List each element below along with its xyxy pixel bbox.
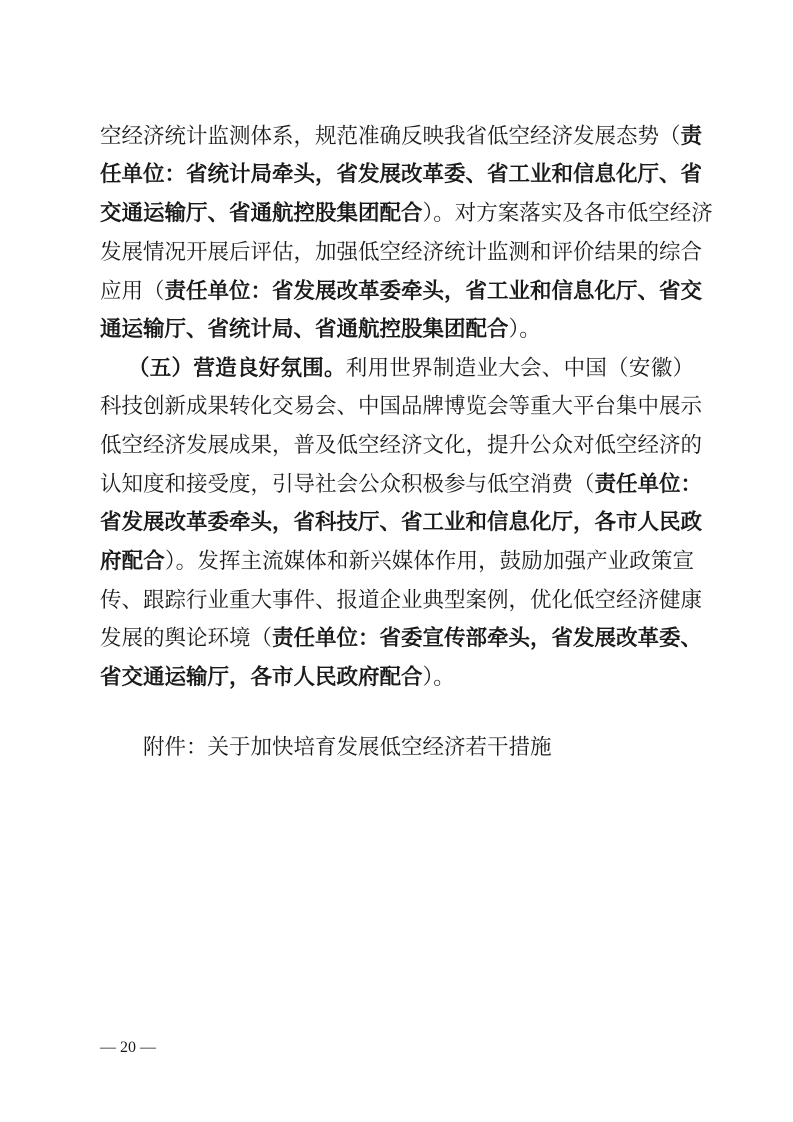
paragraph-2-line-5 — [100, 510, 703, 535]
body-text: 应用（ — [100, 279, 165, 304]
body-text: ）。 — [422, 665, 455, 690]
responsibility-text: 责任单位：省委宣传部牵头，省发展改革委、 — [272, 626, 703, 651]
paragraph-2-line-2 — [100, 394, 703, 419]
body-text: 传、跟踪行业重大事件、报道企业典型案例，优化低空经济健康 — [100, 588, 703, 613]
body-text: 发展的舆论环境（ — [100, 626, 273, 651]
body-text: ）。 — [508, 317, 541, 342]
paragraph-2-line-1 — [128, 358, 694, 380]
paragraph-2-line-6 — [100, 551, 694, 573]
paragraph-1-line-6 — [100, 319, 694, 341]
paragraph-1-line-2 — [100, 162, 703, 187]
responsibility-text: 通运输厅、省统计局、省通航控股集团配合 — [100, 317, 509, 342]
body-text: ）。发挥主流媒体和新兴媒体作用，鼓励加强产业政策宣 — [164, 549, 694, 574]
body-text: 利用世界制造业大会、中国（安徽） — [345, 356, 694, 381]
responsibility-text: 责任单位：省发展改革委牵头，省工业和信息化厅、省交 — [164, 279, 703, 304]
responsibility-text: 责 — [680, 124, 703, 149]
responsibility-text: 府配合 — [100, 549, 165, 574]
body-text: 低空经济发展成果，普及低空经济文化，提升公众对低空经济的 — [100, 433, 703, 458]
responsibility-text: 省发展改革委牵头，省科技厅、省工业和信息化厅，各市人民政 — [100, 510, 703, 535]
paragraph-1-line-4 — [100, 240, 703, 265]
body-text: 认知度和接受度，引导社会公众积极参与低空消费（ — [100, 472, 595, 497]
paragraph-2-line-4 — [100, 472, 703, 497]
paragraph-2-line-8 — [100, 626, 703, 651]
responsibility-text: 责任单位： — [594, 472, 703, 497]
paragraph-1-line-3 — [100, 201, 713, 226]
paragraph-2-line-9 — [100, 667, 694, 689]
responsibility-text: 交通运输厅、省通航控股集团配合 — [100, 201, 423, 226]
page-number: — 20 — — [100, 1039, 156, 1056]
body-text: 空经济统计监测体系，规范准确反映我省低空经济发展态势（ — [100, 124, 681, 149]
body-text: 发展情况开展后评估，加强低空经济统计监测和评价结果的综合 — [100, 240, 703, 265]
paragraph-2-line-3 — [100, 433, 703, 458]
section-heading: （五）营造良好氛围。 — [128, 356, 346, 381]
paragraph-2-line-7 — [100, 588, 703, 613]
paragraph-1-line-1 — [100, 124, 703, 149]
paragraph-1-line-5 — [100, 279, 703, 304]
attachment-note: 附件：关于加快培育发展低空经济若干措施 — [143, 735, 552, 760]
body-text: 科技创新成果转化交易会、中国品牌博览会等重大平台集中展示 — [100, 394, 703, 419]
responsibility-text: 任单位：省统计局牵头，省发展改革委、省工业和信息化厅、省 — [100, 162, 703, 187]
responsibility-text: 省交通运输厅，各市人民政府配合 — [100, 665, 423, 690]
body-text: ）。对方案落实及各市低空经济 — [422, 201, 713, 226]
